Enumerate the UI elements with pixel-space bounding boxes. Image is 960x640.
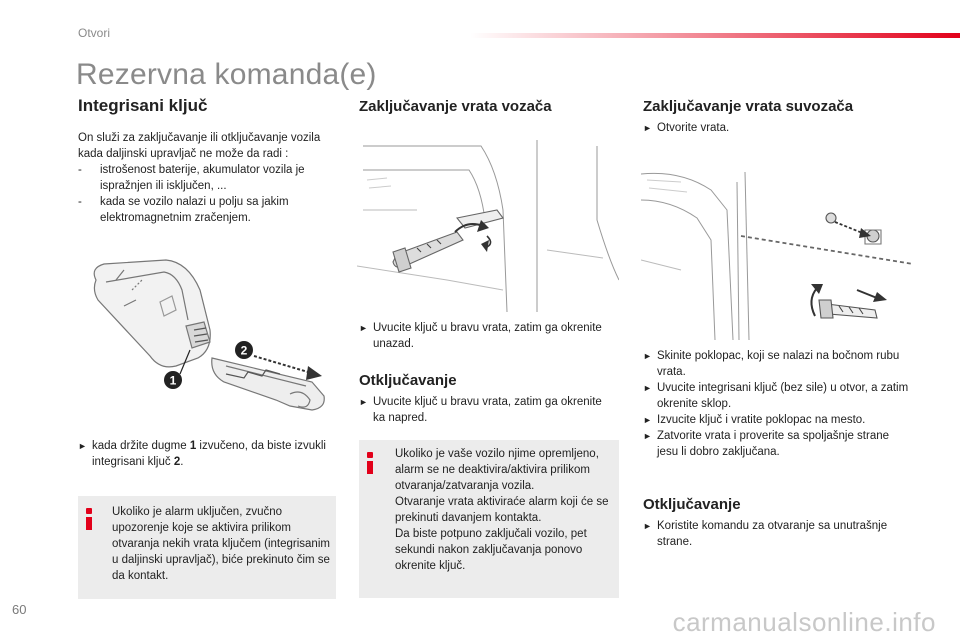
heading-passenger-unlock: Otključavanje xyxy=(643,496,741,513)
intro-paragraph xyxy=(78,130,340,226)
list-item xyxy=(643,348,913,380)
arrow-bullet-icon: ► xyxy=(643,415,652,425)
page-number: 60 xyxy=(12,602,27,617)
list-item xyxy=(643,120,913,136)
step-extract-key xyxy=(78,438,340,470)
list-item xyxy=(643,380,913,412)
list-item xyxy=(643,412,913,428)
callout-1: 1 xyxy=(169,373,177,388)
info-text: Ukoliko je alarm uključen, zvučno upozorenje koje se aktivira prilikom otvaranja nekih vrata ključem (integrisanim u daljinski upravljač), biće prekinuto čim se da kontakt. xyxy=(112,506,330,582)
info-icon xyxy=(86,508,92,530)
step-bold-2: 2 xyxy=(173,456,181,468)
arrow-bullet-icon: ► xyxy=(359,397,368,407)
list-item xyxy=(78,162,340,194)
arrow-bullet-icon: ► xyxy=(643,431,652,441)
info-box-alarm xyxy=(78,496,336,599)
info-box-alarm-driver xyxy=(359,440,619,598)
step-text: Uvucite integrisani ključ (bez sile) u otvor, a zatim okrenite sklop. xyxy=(657,382,909,410)
driver-door-illustration xyxy=(357,140,619,312)
step-text: Koristite komandu za otvaranje sa unutrašnje strane. xyxy=(657,520,888,548)
dash-item-text: istrošenost baterije, akumulator vozila je ispražnjen ili isključen, ... xyxy=(100,164,305,192)
heading-driver-unlock: Otključavanje xyxy=(359,372,457,389)
info-icon xyxy=(367,452,373,474)
key-fob-illustration xyxy=(76,250,336,430)
arrow-bullet-icon: ► xyxy=(643,383,652,393)
arrow-bullet-icon: ► xyxy=(643,521,652,531)
step-text-part: . xyxy=(180,456,184,468)
arrow-bullet-icon: ► xyxy=(359,323,368,333)
step-text: Uvucite ključ u bravu vrata, zatim ga okrenite unazad. xyxy=(373,322,602,350)
step-text-part: kada držite dugme xyxy=(92,440,190,452)
list-item xyxy=(359,394,609,426)
heading-passenger-door-lock: Zaključavanje vrata suvozača xyxy=(643,98,854,115)
step-passenger-unlock xyxy=(643,518,913,550)
heading-integrated-key: Integrisani ključ xyxy=(78,96,208,115)
dash-item-text: kada se vozilo nalazi u polju sa jakim elektromagnetnim zračenjem. xyxy=(100,196,289,224)
callout-2: 2 xyxy=(240,343,248,358)
arrow-bullet-icon: ► xyxy=(643,351,652,361)
passenger-door-illustration xyxy=(641,160,913,340)
step-bold-1: 1 xyxy=(189,440,197,452)
step-driver-unlock xyxy=(359,394,609,426)
arrow-bullet-icon: ► xyxy=(643,123,652,133)
watermark: carmanualsonline.info xyxy=(672,607,936,637)
step-text: Uvucite ključ u bravu vrata, zatim ga okrenite ka napred. xyxy=(373,396,602,424)
list-item xyxy=(78,438,340,470)
step-open-door xyxy=(643,120,913,136)
info-text: Ukoliko je vaše vozilo njime opremljeno, alarm se ne deaktivira/aktivira prilikom otvaranja/zatvaranja vozila. Otvaranje vrata aktiviraće alarm koji će se prekinuti davanjem kontakta. Da biste potpuno zaključali vozilo, pet sekundi nakon zaključavanja ponovo okrenite ključ. xyxy=(395,448,609,572)
step-text: Zatvorite vrata i proverite sa spoljašnje strane jesu li dobro zaključana. xyxy=(657,430,890,458)
intro-text: On služi za zaključavanje ili otključavanje vozila kada daljinski upravljač ne može da radi : xyxy=(78,132,321,160)
section-header: Otvori xyxy=(78,26,111,40)
heading-driver-door-lock: Zaključavanje vrata vozača xyxy=(359,98,552,115)
list-item xyxy=(643,518,913,550)
dash-bullet: - xyxy=(78,164,82,176)
step-text: Otvorite vrata. xyxy=(657,122,730,134)
step-text: Skinite poklopac, koji se nalazi na bočnom rubu vrata. xyxy=(657,350,900,378)
header-accent-bar xyxy=(470,33,960,38)
steps-passenger-lock xyxy=(643,348,913,460)
arrow-bullet-icon: ► xyxy=(78,441,87,451)
dash-bullet: - xyxy=(78,196,82,208)
list-item xyxy=(78,194,340,226)
list-item xyxy=(359,320,609,352)
list-item xyxy=(643,428,913,460)
step-text: Izvucite ključ i vratite poklopac na mesto. xyxy=(657,414,866,426)
step-text-part: izvučeno, da biste izvukli integrisani ključ xyxy=(92,440,326,468)
page-title: Rezervna komanda(e) xyxy=(76,58,377,91)
step-driver-lock xyxy=(359,320,609,352)
